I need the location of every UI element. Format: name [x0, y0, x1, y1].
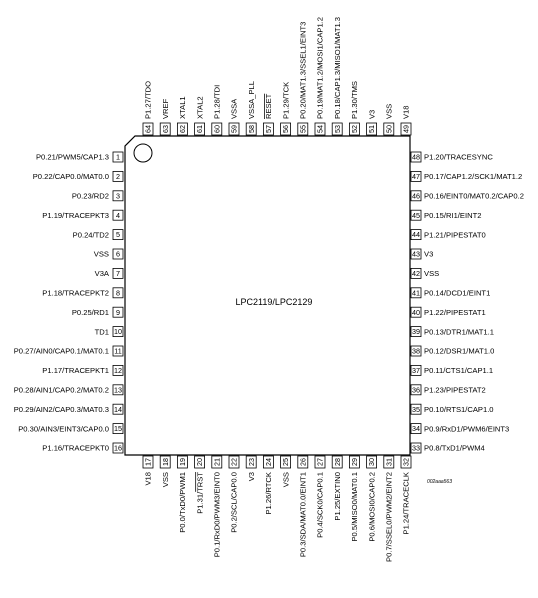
pin-number: 12 — [114, 366, 122, 375]
pin-label: P0.24/TD2 — [72, 230, 109, 240]
pin-label: P1.30/TMS — [350, 81, 360, 119]
pin-label: P0.5/MISO0/MAT0.1 — [350, 472, 360, 542]
pin-number: 14 — [114, 404, 122, 414]
pin-label: P1.29/TCK — [281, 81, 291, 119]
pin-number: 28 — [332, 458, 342, 466]
pin-label: P0.18/CAP1.3/MISO1/MAT1.3 — [332, 16, 342, 119]
pin-label: P0.1/RxD0/PWM3/EINT0 — [212, 472, 222, 558]
pin-label: P1.16/TRACEPKT0 — [42, 443, 109, 453]
pin-number: 29 — [350, 458, 359, 466]
pin-42 — [411, 268, 439, 278]
pin-label: P0.9/RxD1/PWM6/EINT3 — [424, 424, 510, 434]
pin-56 — [281, 82, 291, 135]
pin-15 — [18, 424, 123, 434]
pin-label: V3A — [94, 269, 109, 279]
pin-number: 35 — [412, 404, 420, 414]
pin-38 — [411, 346, 494, 356]
pin-22 — [229, 456, 239, 533]
pin-number: 64 — [143, 125, 153, 133]
pin-37 — [411, 365, 493, 375]
pin-61 — [195, 96, 205, 135]
pin-number: 63 — [160, 125, 170, 133]
pin-number: 19 — [178, 458, 187, 466]
bottom-pins — [143, 456, 411, 562]
pin-label: V3 — [246, 472, 256, 482]
pin-5 — [73, 230, 123, 240]
pin-21 — [212, 456, 222, 557]
pin-62 — [177, 96, 187, 135]
pin-label: P0.11/CTS1/CAP1.1 — [424, 366, 494, 376]
pin-label: V18 — [143, 472, 153, 486]
pin-24 — [263, 456, 273, 515]
pin-number: 18 — [160, 458, 170, 466]
pin-number: 50 — [384, 125, 394, 133]
pin-11 — [14, 346, 123, 356]
pin-label: P0.8/TxD1/PWM4 — [424, 443, 485, 453]
pin-label: V3 — [424, 249, 434, 259]
pin-number: 33 — [412, 443, 420, 453]
pin-43 — [411, 249, 433, 259]
pin-label: VREF — [160, 98, 170, 119]
pin-label: XTAL1 — [178, 96, 188, 119]
pin-50 — [384, 104, 394, 135]
pin-30 — [367, 456, 377, 542]
pin-58 — [246, 81, 256, 135]
pin-number: 55 — [298, 125, 308, 133]
pin-17 — [143, 456, 153, 486]
pin-number: 10 — [114, 327, 122, 337]
pin-number: 8 — [116, 288, 120, 298]
pin-63 — [160, 98, 170, 135]
pin-label: P1.18/TRACEPKT2 — [42, 288, 109, 298]
pin-60 — [212, 85, 222, 135]
pin-number: 49 — [401, 125, 411, 133]
pin-label: P0.23/RD2 — [71, 191, 109, 201]
pin-number: 52 — [350, 125, 359, 133]
pin-label: VSS — [384, 103, 394, 119]
pin-47 — [411, 171, 522, 181]
pin-label: P0.30/AIN3/EINT3/CAP0.0 — [18, 424, 109, 434]
pin-label: P1.31/TRST — [195, 472, 205, 514]
pin-2 — [33, 171, 123, 181]
pin-number: 48 — [412, 152, 420, 162]
pin-7 — [95, 268, 123, 278]
pin-label: P1.21/PIPESTAT0 — [424, 230, 486, 240]
pin-64 — [143, 81, 153, 135]
pin-number: 40 — [412, 307, 420, 317]
pin-number: 57 — [264, 125, 273, 133]
pin-number: 24 — [264, 458, 273, 466]
pin-number: 22 — [229, 458, 239, 466]
pin-49 — [401, 105, 411, 135]
pin-25 — [281, 456, 291, 487]
pin-27 — [315, 456, 325, 538]
pin-label: P1.26/RTCK — [264, 472, 274, 515]
pin-16 — [42, 443, 123, 453]
pin-19 — [177, 456, 187, 533]
doc-code: 002aaa563 — [426, 479, 452, 485]
pin-number: 36 — [412, 385, 420, 395]
pin-number: 62 — [178, 125, 187, 133]
pin-number: 4 — [116, 210, 120, 220]
pin-number: 41 — [412, 288, 420, 298]
pin-13 — [14, 385, 123, 395]
pin-label: P1.24/TRACECLK — [401, 472, 411, 535]
pin-10 — [95, 327, 123, 337]
pin-number: 38 — [412, 346, 420, 356]
pin-label: P0.17/CAP1.2/SCK1/MAT1.2 — [424, 172, 523, 182]
pin-number: 39 — [412, 327, 420, 337]
pin-55 — [298, 22, 308, 135]
pin-label: P1.28/TDI — [212, 84, 222, 119]
pin-54 — [315, 17, 325, 135]
pin-26 — [298, 456, 308, 557]
pin-28 — [332, 456, 342, 521]
pin-label: VSS — [281, 472, 291, 488]
pin-number: 31 — [384, 458, 394, 466]
pin-number: 5 — [116, 230, 120, 240]
pin-57 — [263, 93, 273, 135]
pin-label: P0.6/MOSI0/CAP0.2 — [367, 472, 377, 542]
pin-label: P1.17/TRACEPKT1 — [42, 366, 109, 376]
pin-number: 27 — [315, 458, 325, 466]
pin-label: P1.25/EXTIN0 — [332, 472, 342, 521]
pin-59 — [229, 98, 239, 135]
pin-52 — [349, 81, 359, 135]
pin-number: 42 — [412, 269, 420, 278]
pin-label: P0.25/RD1 — [71, 307, 109, 317]
pin-label: VSSA — [229, 98, 239, 119]
pin-51 — [367, 110, 377, 135]
pin-label: P0.4/SCK0/CAP0.1 — [315, 472, 325, 538]
chip-body — [125, 136, 410, 455]
pin-23 — [246, 456, 256, 481]
pin-number: 45 — [412, 210, 420, 220]
pin-number: 51 — [367, 125, 377, 133]
pin-number: 1 — [116, 152, 120, 162]
pin-label: VSS — [424, 269, 440, 279]
pin-number: 15 — [114, 424, 122, 434]
pin-number: 43 — [412, 249, 420, 259]
pin-number: 58 — [246, 124, 256, 133]
pin-label: TD1 — [94, 327, 109, 337]
pin-label: P0.28/AIN1/CAP0.2/MAT0.2 — [13, 385, 109, 395]
pin-label: P0.12/DSR1/MAT1.0 — [424, 346, 495, 356]
pin-18 — [160, 456, 170, 487]
pin-label: P0.20/MAT1.3/SSEL1/EINT3 — [298, 21, 308, 119]
pin-label: P0.14/DCD1/EINT1 — [424, 288, 491, 298]
pin-8 — [42, 288, 123, 298]
pin-number: 16 — [114, 443, 122, 453]
pin-12 — [42, 365, 123, 375]
pin-number: 9 — [116, 307, 120, 317]
pin-label: P0.27/AIN0/CAP0.1/MAT0.1 — [13, 346, 109, 356]
pin-32 — [401, 456, 411, 534]
pin-14 — [14, 404, 123, 414]
pin-label: P1.23/PIPESTAT2 — [424, 385, 486, 395]
pin-label: P0.22/CAP0.0/MAT0.0 — [32, 172, 109, 182]
pin-48 — [411, 152, 493, 162]
pin-number: 26 — [298, 458, 308, 466]
pin-29 — [349, 456, 359, 542]
pin-label: P1.22/PIPESTAT1 — [424, 307, 486, 317]
pin-number: 6 — [116, 249, 120, 259]
pin-6 — [94, 249, 123, 259]
pin-number: 56 — [281, 125, 291, 133]
pin-36 — [411, 385, 486, 395]
pin-label: V18 — [401, 105, 411, 119]
pin-33 — [411, 443, 485, 453]
pin-number: 17 — [143, 458, 153, 466]
pin-number: 25 — [281, 458, 291, 466]
pin-3 — [72, 191, 123, 201]
pin-number: 23 — [246, 458, 256, 466]
pin-20 — [195, 456, 205, 514]
pin-31 — [384, 456, 394, 562]
pin-label: P0.19/MAT1.2/MOSI1/CAP1.2 — [315, 16, 325, 119]
pin-35 — [411, 404, 494, 414]
pin-9 — [72, 307, 123, 317]
pin-label: P0.10/RTS1/CAP1.0 — [424, 404, 494, 414]
pin-label: P0.13/DTR1/MAT1.1 — [424, 327, 494, 337]
pin-44 — [411, 230, 486, 240]
pin-number: 7 — [116, 269, 120, 278]
pin-label: P0.2/SCL/CAP0.0 — [229, 472, 239, 533]
pin-label: VSS — [160, 472, 170, 488]
pin-number: 46 — [412, 191, 420, 201]
pin-4 — [42, 210, 123, 220]
pin-label: P0.15/RI1/EINT2 — [424, 210, 482, 220]
pin-label: P1.27/TDO — [143, 81, 153, 119]
pin-label: VSSA_PLL — [246, 81, 256, 119]
pin-40 — [411, 307, 486, 317]
pin-label: XTAL2 — [195, 96, 205, 119]
pin-number: 54 — [315, 125, 325, 133]
pin-number: 21 — [212, 458, 222, 466]
pin-label: P0.7/SSEL0/PWM2/EINT2 — [384, 472, 394, 562]
pin-number: 59 — [229, 125, 239, 133]
pin-number: 60 — [212, 125, 222, 133]
chip-name: LPC2119/LPC2129 — [235, 297, 313, 307]
pin-label: P0.21/PWM5/CAP1.3 — [35, 152, 109, 162]
pin-number: 11 — [114, 346, 122, 356]
pin-label: P0.16/EINT0/MAT0.2/CAP0.2 — [424, 191, 524, 201]
pin-53 — [332, 17, 342, 135]
pin-label: VSS — [93, 249, 109, 259]
pin-label: P0.0/TxD0/PWM1 — [178, 472, 188, 533]
pin-number: 61 — [195, 125, 205, 133]
pin-label: P0.3/SDA/MAT0.0/EINT1 — [298, 472, 308, 558]
pin-label: P0.29/AIN2/CAP0.3/MAT0.3 — [13, 404, 109, 414]
pin-label: P1.19/TRACEPKT3 — [42, 210, 109, 220]
pin-label: V3 — [367, 109, 377, 119]
pin-number: 37 — [412, 366, 420, 375]
pin-1 — [36, 152, 123, 162]
pin-number: 2 — [116, 172, 120, 181]
pin-34 — [411, 424, 509, 434]
pin-41 — [411, 288, 490, 298]
pin-45 — [411, 210, 481, 220]
pin-number: 34 — [412, 424, 420, 434]
right-pins — [411, 152, 524, 453]
pin-number: 44 — [412, 230, 420, 240]
pin-number: 47 — [412, 172, 420, 181]
pin-number: 13 — [114, 385, 122, 395]
pin-39 — [411, 327, 494, 337]
pin-number: 53 — [332, 125, 342, 133]
pin-number: 30 — [367, 458, 377, 466]
pin-label: P1.20/TRACESYNC — [424, 152, 493, 162]
left-pins — [14, 152, 123, 453]
top-pins — [143, 17, 411, 135]
pin-number: 20 — [195, 458, 205, 466]
pin-label: RESET — [264, 93, 274, 119]
pin-46 — [411, 191, 524, 201]
pin-number: 3 — [116, 191, 120, 201]
pin-number: 32 — [401, 458, 411, 466]
